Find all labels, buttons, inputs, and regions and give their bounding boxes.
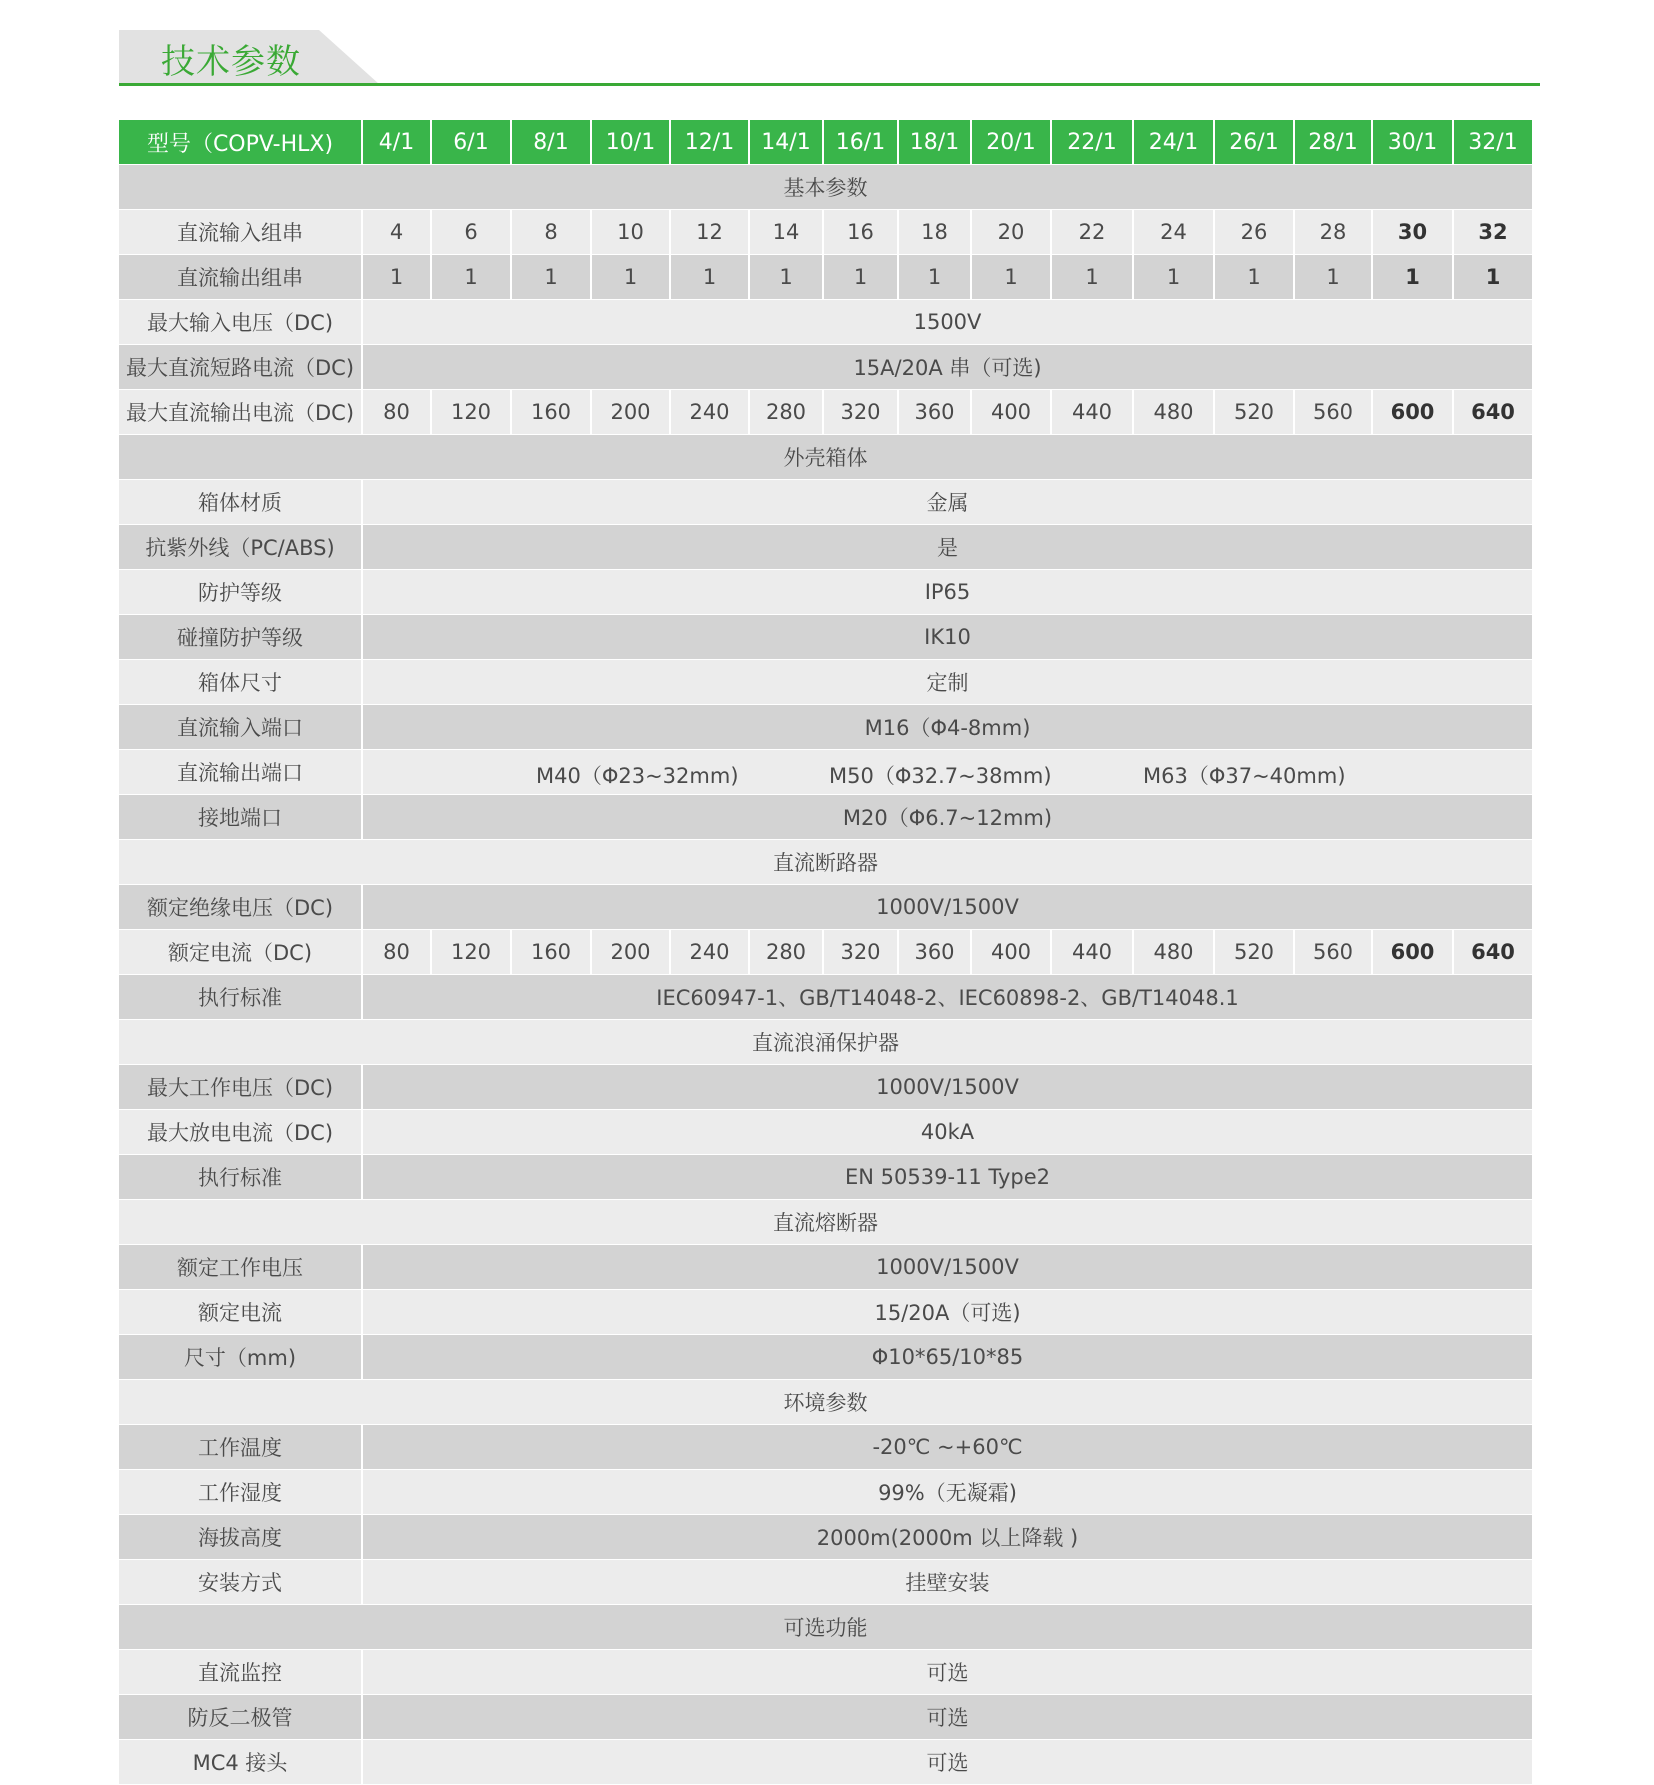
spec-table [119,120,1532,1785]
value-cell: 160 [512,930,592,974]
value-cell: 80 [363,930,432,974]
row-value: 是 [937,536,958,560]
row-value: 可选 [926,1751,969,1775]
model-cell: 18/1 [899,120,972,164]
model-cell: 16/1 [824,120,899,164]
section-row-enclosure [119,435,1532,480]
row-label: 最大输入电压（DC) [119,300,363,344]
value-cell: 1 [1485,265,1501,289]
table-row [119,1695,1532,1740]
value-cell: 1 [512,255,592,299]
value-cell: 26 [1215,210,1295,254]
row-label: 箱体材质 [119,480,363,524]
section-header [119,30,1540,86]
section-title: 基本参数 [783,176,868,200]
table-row [119,1425,1532,1470]
row-value: IK10 [924,625,971,649]
table-row [119,795,1532,840]
value-cell: 1 [363,255,432,299]
row-label: 直流输入组串 [119,210,363,254]
value-cell: 400 [972,390,1052,434]
value-cell: 160 [512,390,592,434]
value-cell: 24 [1134,210,1215,254]
value-cell: 1 [1373,255,1454,299]
section-row-breaker [119,840,1532,885]
row-value: 1500V [913,310,982,334]
section-row-env [119,1380,1532,1425]
row-label: MC4 接头 [119,1740,363,1784]
port-spec: M63（Φ37~40mm) [1143,764,1346,788]
table-row [119,1155,1532,1200]
value-cell: 240 [671,930,750,974]
section-row-spd [119,1020,1532,1065]
section-title: 环境参数 [783,1391,868,1415]
port-spec: M40（Φ23~32mm) [536,764,739,788]
row-label: 额定工作电压 [119,1245,363,1289]
row-value: 15/20A（可选) [874,1301,1021,1325]
row-label: 最大直流输出电流（DC) [119,390,363,434]
row-label: 执行标准 [119,1155,363,1199]
table-row [119,390,1532,435]
row-value: EN 50539-11 Type2 [844,1165,1051,1189]
section-title: 直流浪涌保护器 [752,1031,899,1055]
value-cell: 1 [750,255,824,299]
table-row [119,975,1532,1020]
value-cell: 480 [1134,930,1215,974]
table-row [119,480,1532,525]
table-row [119,615,1532,660]
value-cell: 520 [1215,390,1295,434]
row-label: 执行标准 [119,975,363,1019]
row-value: 可选 [926,1706,969,1730]
page-title: 技术参数 [161,42,301,82]
model-cell: 24/1 [1134,120,1215,164]
model-cell: 28/1 [1295,120,1373,164]
value-cell: 480 [1134,390,1215,434]
section-row-fuse [119,1200,1532,1245]
model-cell: 4/1 [363,120,432,164]
row-value: 1000V/1500V [876,1075,1019,1099]
value-cell: 4 [363,210,432,254]
table-row [119,300,1532,345]
row-label: 最大直流短路电流（DC) [119,345,363,389]
row-value: 1000V/1500V [876,1255,1019,1279]
table-row [119,570,1532,615]
value-cell: 120 [432,930,512,974]
table-row [119,885,1532,930]
table-row [119,1065,1532,1110]
row-label: 抗紫外线（PC/ABS) [119,525,363,569]
value-cell: 1 [899,255,972,299]
value-cell: 1 [972,255,1052,299]
value-cell: 440 [1052,390,1134,434]
value-cell: 1 [1052,255,1134,299]
value-cell: 8 [512,210,592,254]
row-label: 最大放电电流（DC) [119,1110,363,1154]
value-cell: 1 [1215,255,1295,299]
value-cell: 32 [1478,220,1508,244]
row-label: 最大工作电压（DC) [119,1065,363,1109]
row-label: 箱体尺寸 [119,660,363,704]
row-value: IEC60947-1、GB/T14048-2、IEC60898-2、GB/T14048.1 [656,986,1239,1010]
value-cell: 30 [1373,210,1454,254]
table-row [119,705,1532,750]
table-row [119,1290,1532,1335]
value-cell: 6 [432,210,512,254]
value-cell: 28 [1295,210,1373,254]
value-cell: 640 [1471,400,1515,424]
table-row [119,1335,1532,1380]
value-cell: 1 [432,255,512,299]
value-cell: 640 [1471,940,1515,964]
model-cell: 22/1 [1052,120,1134,164]
row-value: M20（Φ6.7~12mm) [842,806,1053,830]
value-cell: 200 [592,930,671,974]
table-row [119,1650,1532,1695]
value-cell: 1 [671,255,750,299]
row-value [363,750,1532,794]
table-row [119,255,1532,300]
value-cell: 360 [899,390,972,434]
section-title: 可选功能 [783,1616,868,1640]
model-cell: 26/1 [1215,120,1295,164]
row-value: 挂壁安装 [905,1571,990,1595]
row-value: Φ10*65/10*85 [871,1345,1024,1369]
value-cell: 280 [750,930,824,974]
value-cell: 200 [592,390,671,434]
table-row [119,345,1532,390]
table-row [119,1245,1532,1290]
row-label: 直流输出端口 [119,750,363,794]
value-cell: 440 [1052,930,1134,974]
table-row [119,930,1532,975]
table-row [119,1740,1532,1785]
table-row [119,210,1532,255]
model-cell: 14/1 [750,120,824,164]
model-cell: 12/1 [671,120,750,164]
table-row [119,1515,1532,1560]
value-cell: 1 [824,255,899,299]
value-cell: 1 [592,255,671,299]
row-value: 定制 [926,671,969,695]
value-cell: 1 [1134,255,1215,299]
table-row [119,525,1532,570]
section-row-options [119,1605,1532,1650]
value-cell: 10 [592,210,671,254]
model-cell: 32/1 [1468,129,1518,155]
value-cell: 520 [1215,930,1295,974]
row-value: M16（Φ4-8mm) [864,716,1031,740]
row-value: 2000m(2000m 以上降载 ) [816,1526,1079,1550]
model-cell: 20/1 [972,120,1052,164]
value-cell: 560 [1295,930,1373,974]
row-value: IP65 [924,580,971,604]
header-underline [119,83,1540,86]
section-title: 直流熔断器 [773,1211,878,1235]
table-row [119,1470,1532,1515]
row-label: 直流监控 [119,1650,363,1694]
value-cell: 16 [824,210,899,254]
row-value: 99%（无凝霜) [878,1481,1017,1505]
value-cell: 18 [899,210,972,254]
row-label: 安装方式 [119,1560,363,1604]
table-row [119,750,1532,795]
section-title: 直流断路器 [773,851,878,875]
row-value: 15A/20A 串（可选) [853,356,1042,380]
model-label: 型号（COPV-HLX) [119,120,363,164]
row-label: 海拔高度 [119,1515,363,1559]
row-label: 尺寸（mm) [119,1335,363,1379]
row-value: 可选 [926,1661,969,1685]
row-label: 额定电流 [119,1290,363,1334]
model-cell: 10/1 [592,120,671,164]
model-cell: 30/1 [1373,120,1454,164]
value-cell: 1 [1295,255,1373,299]
model-cell: 6/1 [432,120,512,164]
model-cell: 8/1 [512,120,592,164]
row-label: 工作温度 [119,1425,363,1469]
row-label: 防反二极管 [119,1695,363,1739]
section-row-basic [119,165,1532,210]
row-label: 接地端口 [119,795,363,839]
row-value: -20℃ ~+60℃ [872,1435,1023,1459]
value-cell: 560 [1295,390,1373,434]
section-title: 外壳箱体 [783,446,868,470]
value-cell: 600 [1373,930,1454,974]
value-cell: 320 [824,930,899,974]
row-label: 防护等级 [119,570,363,614]
row-label: 直流输出组串 [119,255,363,299]
value-cell: 600 [1373,390,1454,434]
value-cell: 400 [972,930,1052,974]
row-label: 工作湿度 [119,1470,363,1514]
row-value: 40kA [920,1120,975,1144]
row-value: 1000V/1500V [876,895,1019,919]
table-row [119,1560,1532,1605]
row-label: 额定绝缘电压（DC) [119,885,363,929]
value-cell: 240 [671,390,750,434]
port-spec: M50（Φ32.7~38mm) [829,764,1052,788]
row-value: 金属 [926,491,969,515]
value-cell: 80 [363,390,432,434]
row-label: 直流输入端口 [119,705,363,749]
value-cell: 22 [1052,210,1134,254]
value-cell: 12 [671,210,750,254]
value-cell: 360 [899,930,972,974]
value-cell: 20 [972,210,1052,254]
value-cell: 320 [824,390,899,434]
table-row [119,660,1532,705]
table-row [119,1110,1532,1155]
value-cell: 280 [750,390,824,434]
value-cell: 14 [750,210,824,254]
table-header-row [119,120,1532,165]
value-cell: 120 [432,390,512,434]
row-label: 碰撞防护等级 [119,615,363,659]
row-label: 额定电流（DC) [119,930,363,974]
